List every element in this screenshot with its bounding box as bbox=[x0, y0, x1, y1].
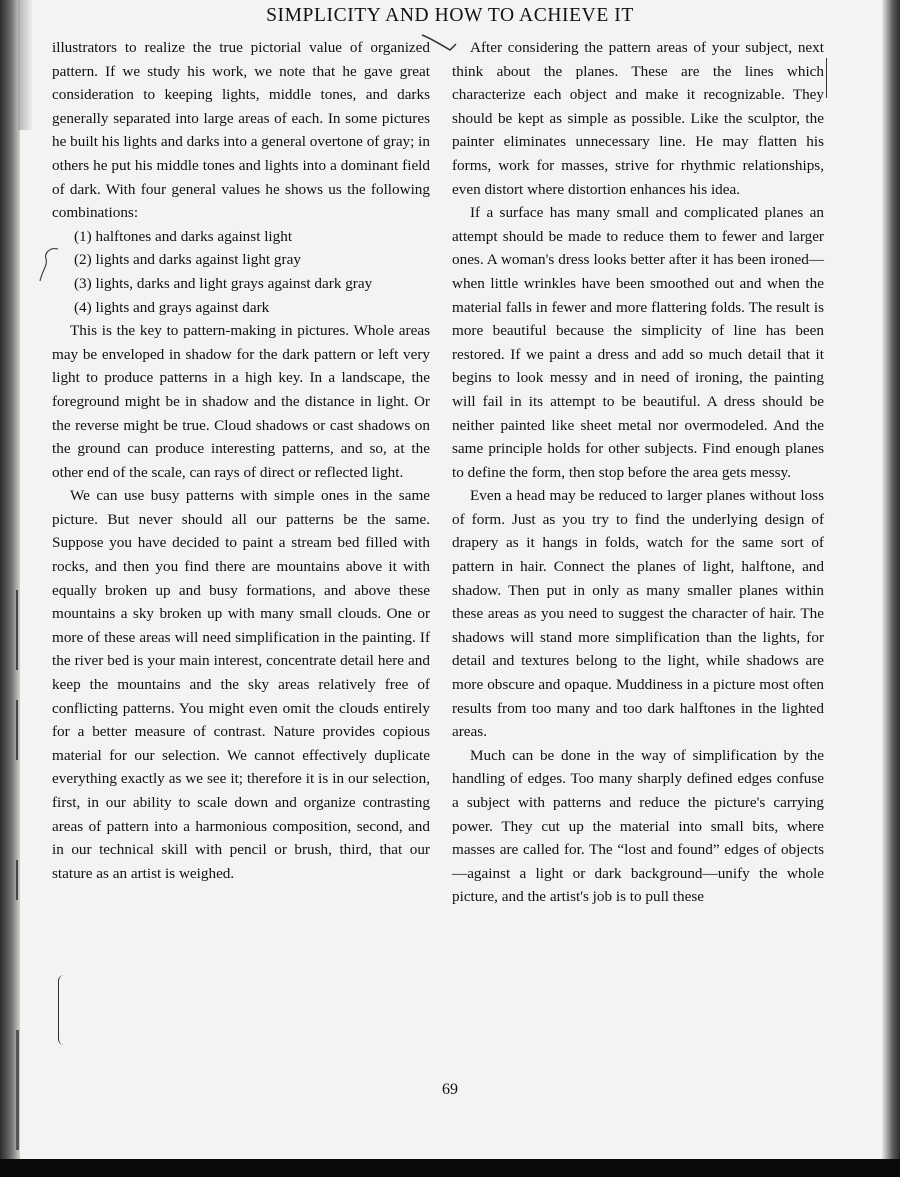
page-number: 69 bbox=[442, 1081, 458, 1098]
right-column bbox=[452, 36, 824, 909]
paragraph: After considering the pattern areas of your subject, next think about the planes. These are the lines which characterize each object and make it recognizable. They should be kept as simple as possible. Like the sculptor, the painter eliminates unnecessary line. He may flatten his forms, work for masses, strive for rhythmic relationships, even distort where distortion enhances his idea. bbox=[452, 39, 824, 198]
left-column bbox=[52, 36, 430, 885]
paragraph: Even a head may be reduced to larger planes without loss of form. Just as you try to find the underlying design of drapery as it hangs in folds, watch for the same sort of pattern in hair. Connect the planes of light, halftone, and shadow. Then put in only as many smaller planes within these areas as you need to suggest the character of hair. The shadows will stand more simplification than the lights, for detail and textures belong to the light, while shadows are more obscure and opaque. Muddiness in a picture most often results from too many and too dark halftones in the lighted areas. bbox=[452, 487, 824, 741]
list-item: (3) lights, darks and light grays against dark gray bbox=[74, 274, 373, 292]
paragraph: Much can be done in the way of simplification by the handling of edges. Too many sharply defined edges confuse a subject with patterns and reduce the picture's carrying power. They cut up the material into small bits, where masses are called for. The “lost and found” edges of objects —against a light or dark background—unify the whole picture, and the artist's job is to pull these bbox=[452, 746, 824, 906]
pencil-margin-line bbox=[16, 860, 18, 900]
paragraph: We can use busy patterns with simple ones in the same picture. But never should all our patterns be the same. Suppose you have decided to paint a stream bed filled with rocks, and then you find there are mountains above it with equally broken up and busy formations, and above these mountains a sky broken up with many small clouds. One or more of these areas will need simplification in the painting. If the river bed is your main interest, concentrate detail here and keep the mountains and the sky areas relatively free of conflicting patterns. You might even omit the clouds entirely for a better measure of contrast. Nature provides copious material for our selection. We cannot effectively duplicate everything exactly as we see it; therefore it is in our selection, first, in our ability to scale down and organize contrasting areas of pattern into a harmonious composition, second, and in our technical skill with pencil or brush, third, that our stature as an artist is weighed. bbox=[52, 487, 430, 882]
paragraph: This is the key to pattern-making in pictures. Whole areas may be enveloped in shadow for the dark pattern or left very light to produce patterns in a high key. In a landscape, the foreground might be in shadow and the distance in light. Or the reverse might be true. Cloud shadows or cast shadows on the ground can produce interesting patterns, and so, at the other end of the scale, can rays of direct or reflected light. bbox=[52, 322, 430, 481]
pencil-bracket bbox=[826, 58, 827, 98]
scan-border-bottom bbox=[0, 1159, 900, 1177]
scan-shadow-left bbox=[0, 0, 20, 1177]
pencil-margin-line bbox=[16, 700, 18, 760]
list-item: (1) halftones and darks against light bbox=[74, 227, 293, 245]
running-head: SIMPLICITY AND HOW TO ACHIEVE IT bbox=[266, 5, 634, 26]
pencil-margin-line bbox=[16, 590, 18, 670]
paragraph: If a surface has many small and complicated planes an attempt should be made to reduce them to fewer and larger ones. A woman's dress looks better after it has been ironed—when little wrinkles have been smoothed out and when the material falls in fewer and more flattering folds. The result is more beautiful because the simplicity of line has been restored. If we paint a dress and add so much detail that it begins to look messy and in need of ironing, the painting will fail in its attempt to be beautiful. A dress should be neither painted like sheet metal nor overmodeled. And the same principle holds for other subjects. Find enough planes to define the form, then stop before the area gets messy. bbox=[452, 204, 824, 481]
scan-shadow-right bbox=[882, 0, 900, 1177]
paragraph: illustrators to realize the true pictorial value of organized pattern. If we study his work, we note that he gave great consideration to keeping lights, middle tones, and darks generally separated into large areas of each. In some pictures he built his lights and darks into a general overtone of gray; in others he put his middle tones and lights into a dominant field of dark. With four general values he shows us the following combinations: bbox=[52, 39, 430, 222]
pencil-bracket bbox=[58, 975, 65, 1045]
list-item: (2) lights and darks against light gray bbox=[74, 251, 301, 269]
list-item: (4) lights and grays against dark bbox=[74, 298, 270, 316]
